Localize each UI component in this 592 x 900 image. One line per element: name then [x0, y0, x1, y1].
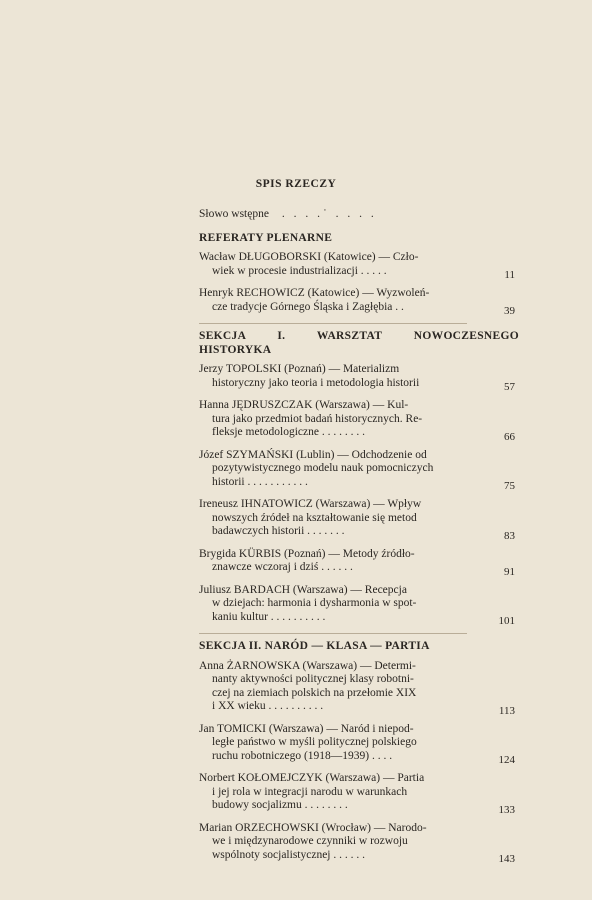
- entry-line: fleksje metodologiczne . . . . . . . .: [212, 426, 365, 438]
- section-heading: SEKCJA I. WARSZTAT NOWOCZESNEGO: [199, 330, 519, 342]
- toc-entry: [199, 584, 519, 625]
- entry-line: Wacław DŁUGOBORSKI (Katowice) — Czło-: [199, 251, 419, 263]
- toc-entry: [199, 498, 519, 542]
- page-title: SPIS RZECZY: [255, 178, 337, 190]
- toc-entry: [199, 449, 519, 490]
- page-number: 39: [504, 305, 515, 317]
- entry-line: Marian ORZECHOWSKI (Wrocław) — Narodo-: [199, 821, 427, 834]
- entry-line: Hanna JĘDRUSZCZAK (Warszawa) — Kul-: [199, 399, 409, 411]
- toc-entry: [199, 547, 519, 578]
- entry-line: nowszych źródeł na kształtowanie się metod: [212, 511, 417, 524]
- entry-line: w dziejach: harmonia i dysharmonia w spot-: [212, 597, 417, 609]
- page-number: 83: [504, 529, 515, 542]
- page-number: 133: [498, 803, 515, 816]
- entry-line: czej na ziemiach polskich na przełomie XIX: [212, 686, 417, 699]
- entry-line: Ireneusz IHNATOWICZ (Warszawa) — Wpływ: [199, 498, 422, 510]
- page-number: 124: [498, 754, 515, 766]
- page-number: 11: [504, 269, 515, 281]
- entry-line: i XX wieku . . . . . . . . . .: [212, 700, 324, 712]
- entry-line: budowy socjalizmu . . . . . . . .: [212, 799, 348, 811]
- entry-line: Jerzy TOPOLSKI (Poznań) — Materializm: [199, 363, 400, 375]
- entry-line: Henryk RECHOWICZ (Katowice) — Wyzwoleń-: [199, 287, 430, 299]
- entry-line: historyczny jako teoria i metodologia historii: [212, 376, 420, 389]
- toc-entry: [199, 363, 519, 393]
- section-heading: HISTORYKA: [199, 343, 272, 356]
- section-divider: [199, 323, 467, 324]
- toc-entry-foreword: [199, 208, 519, 222]
- entry-line: kaniu kultur . . . . . . . . . .: [212, 610, 326, 623]
- entry-line: Józef SZYMAŃSKI (Lublin) — Odchodzenie od: [199, 448, 427, 461]
- entry-line: we i międzynarodowe czynniki w rozwoju: [212, 835, 408, 847]
- entry-line: tura jako przedmiot badań historycznych. Re-: [212, 412, 423, 425]
- entry-line: Juliusz BARDACH (Warszawa) — Recepcja: [199, 583, 407, 596]
- page-number: 143: [498, 853, 515, 865]
- page-number: 113: [498, 704, 515, 717]
- entry-line: pozytywistycznego modelu nauk pomocniczych: [212, 462, 434, 474]
- entry-line: Brygida KÜRBIS (Poznań) — Metody źródło-: [199, 547, 415, 560]
- page-number: 91: [504, 565, 515, 578]
- page-number: 101: [498, 615, 515, 627]
- page-number: 66: [504, 430, 515, 443]
- entry-line: ległe państwo w myśli politycznej polskiego: [212, 736, 417, 748]
- entry-line: i jej rola w integracji narodu w warunkach: [212, 785, 408, 798]
- table-of-contents: [199, 208, 519, 871]
- toc-entry: [199, 822, 519, 863]
- section-divider: [199, 633, 467, 634]
- section-heading: REFERATY PLENARNE: [199, 231, 333, 244]
- entry-line: nanty aktywności politycznej klasy robotni-: [212, 673, 414, 685]
- leader-dots: . . . .˙ . . . .: [281, 208, 377, 220]
- foreword-label: Słowo wstępne: [199, 208, 269, 220]
- toc-entry: [199, 659, 519, 717]
- entry-line: ruchu robotniczego (1918—1939) . . . .: [212, 749, 393, 762]
- toc-entry: [199, 251, 519, 281]
- entry-line: historii . . . . . . . . . . .: [212, 475, 308, 488]
- entry-line: Norbert KOŁOMEJCZYK (Warszawa) — Partia: [199, 772, 425, 784]
- entry-line: wiek w procesie industrializacji . . . . .: [212, 264, 387, 277]
- section-heading: SEKCJA II. NARÓD — KLASA — PARTIA: [199, 640, 430, 652]
- entry-line: znawcze wczoraj i dziś . . . . . .: [212, 561, 353, 573]
- toc-entry: [199, 772, 519, 816]
- toc-entry: [199, 287, 519, 317]
- toc-entry: [199, 399, 519, 443]
- page-number: 57: [504, 381, 515, 393]
- page-number: 75: [504, 480, 515, 492]
- entry-line: Anna ŻARNOWSKA (Warszawa) — Determi-: [199, 659, 416, 672]
- entry-line: cze tradycje Górnego Śląska i Zagłębia . .: [212, 300, 404, 313]
- entry-line: wspólnoty socjalistycznej . . . . . .: [212, 848, 365, 861]
- toc-entry: [199, 723, 519, 764]
- entry-line: badawczych historii . . . . . . .: [212, 525, 345, 537]
- entry-line: Jan TOMICKI (Warszawa) — Naród i niepod-: [199, 722, 414, 735]
